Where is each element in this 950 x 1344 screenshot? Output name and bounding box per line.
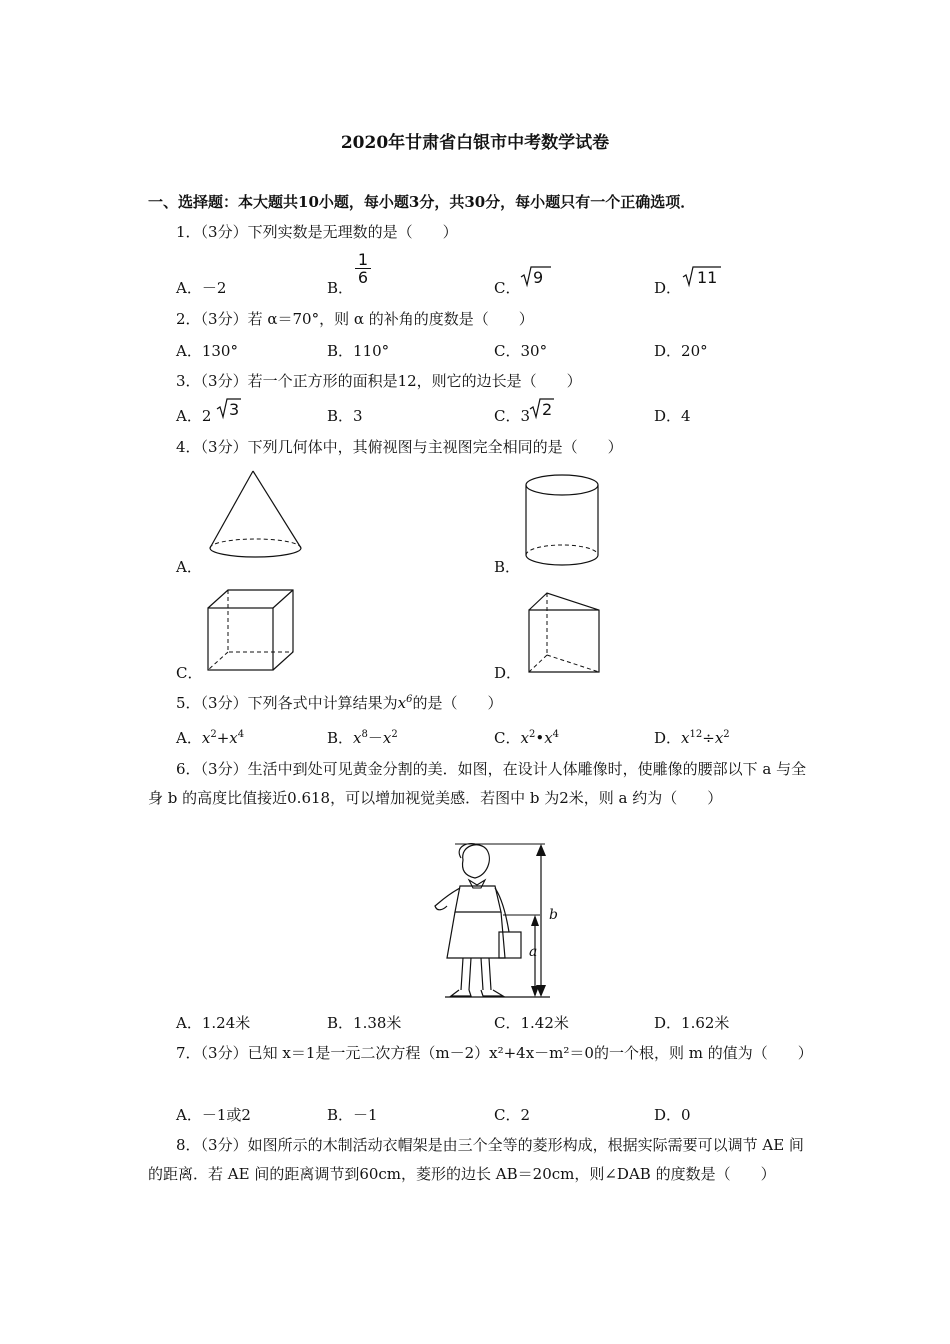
question-6-text: 6．（3分）生活中到处可见黄金分割的美．如图，在设计人体雕像时，使雕像的腰部以下 a 与全身 b 的高度比值接近0.618，可以增加视觉美感．若图中 b 为2米，则 a 约为（ ） (148, 760, 807, 807)
q2-option-c: C．30° (494, 342, 548, 360)
q7-option-d: D．0 (654, 1106, 691, 1124)
q6-option-d: D．1.62米 (654, 1014, 730, 1032)
q5-option-c: C．$x^2•x^4$ (494, 729, 560, 747)
cube-figure (205, 588, 300, 678)
q7-option-c: C．2 (494, 1106, 531, 1124)
q6-option-a: A．1.24米 (176, 1014, 251, 1032)
q1-option-b-fraction (355, 251, 371, 286)
q5-option-a-label: A． (176, 729, 202, 747)
q4-option-d-label: D． (494, 664, 522, 682)
question-1-stem: 1．（3分）下列实数是无理数的是（ ） (176, 223, 458, 241)
q5-stem-prefix: 5．（3分）下列各式中计算结果为 (176, 694, 398, 712)
q1-option-c-radicand: 9 (533, 268, 544, 287)
statue-figure (425, 840, 565, 1002)
q3-option-c-label: C．3 (494, 407, 531, 425)
paper-title: 2020年甘肃省白银市中考数学试卷 (340, 133, 610, 153)
q3-option-a-label: A．2 (176, 407, 212, 425)
q6-option-c: C．1.42米 (494, 1014, 569, 1032)
q2-option-b: B．110° (327, 342, 390, 360)
q7-option-b: B．－1 (327, 1106, 378, 1124)
radical-sign-icon (530, 398, 542, 418)
q3-option-b: B．3 (327, 407, 363, 425)
q5-target-expression: $x^6$ (397, 694, 413, 712)
q1-option-d-label: D． (654, 279, 682, 297)
cone-figure (205, 465, 305, 565)
radical-sign-icon (217, 398, 229, 418)
q5-option-c-label: C． (494, 729, 521, 747)
question-5-stem (176, 692, 502, 713)
q2-option-d: D．20° (654, 342, 708, 360)
q4-option-c-label: C． (176, 664, 203, 682)
radical-sign-icon (683, 266, 695, 286)
triangular-prism-figure (527, 590, 602, 680)
q5-option-b: B．$x^8-x^2$ (327, 729, 398, 747)
q3-option-c-radicand: 2 (542, 400, 553, 419)
q1-option-b-label: B． (327, 279, 354, 297)
q4-option-b-label: B． (494, 558, 521, 576)
cylinder-figure (525, 473, 605, 573)
question-7-text: 7．（3分）已知 x＝1是一元二次方程（m－2）x²+4x－m²＝0的一个根，则 m 的值为（ ） (176, 1044, 813, 1062)
question-8-text: 8．（3分）如图所示的木制活动衣帽架是由三个全等的菱形构成，根据实际需要可以调节 AE 间的距离．若 AE 间的距离调节到60cm，菱形的边长 AB＝20cm，则∠DAB 的度数是（ ） (148, 1136, 804, 1183)
q1-option-a: A．－2 (176, 279, 227, 297)
q1-option-c-label: C． (494, 279, 521, 297)
q5-option-b-label: B． (327, 729, 354, 747)
radical-sign-icon (521, 266, 533, 286)
fraction-numerator: 1 (357, 250, 369, 269)
q6-option-b: B．1.38米 (327, 1014, 402, 1032)
q7-option-a: A．－1或2 (176, 1106, 251, 1124)
statue-label-b: b (549, 907, 558, 923)
q5-option-d: D．$x^{12}\div x^2$ (654, 729, 730, 747)
question-4-stem: 4．（3分）下列几何体中，其俯视图与主视图完全相同的是（ ） (176, 438, 623, 456)
section-heading: 一、选择题：本大题共10小题，每小题3分，共30分，每小题只有一个正确选项． (148, 193, 696, 211)
q3-option-d: D．4 (654, 407, 691, 425)
fraction-denominator: 6 (357, 268, 369, 287)
question-3-stem: 3．（3分）若一个正方形的面积是12，则它的边长是（ ） (176, 372, 582, 390)
q1-option-d-radicand: 11 (697, 268, 718, 287)
statue-label-a: a (529, 944, 538, 960)
q5-option-d-label: D． (654, 729, 682, 747)
q5-option-a: A．$x^2+x^4$ (176, 729, 245, 747)
q3-option-a-radicand: 3 (229, 400, 240, 419)
q5-stem-suffix: 的是（ ） (412, 694, 503, 712)
question-2-stem: 2．（3分）若 α＝70°，则 α 的补角的度数是（ ） (176, 310, 534, 328)
q2-option-a: A．130° (176, 342, 238, 360)
q4-option-a-label: A． (176, 558, 202, 576)
